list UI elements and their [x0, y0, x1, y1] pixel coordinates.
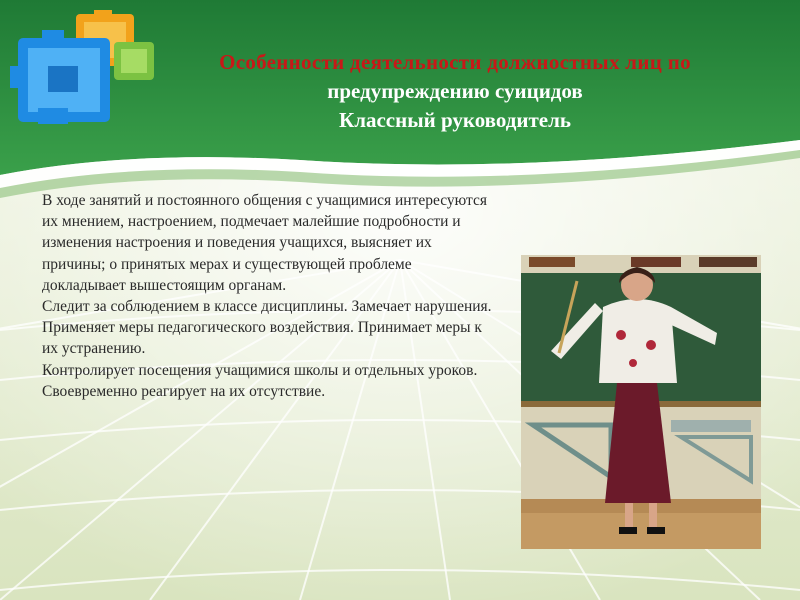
puzzle-cubes-logo-icon [8, 8, 158, 128]
green-cube-icon [114, 42, 154, 80]
paragraph-2: Следит за соблюдением в классе дисциплины. Замечает нарушения. Применяет меры педагогического воздействия. Принимает меры к их устранению. [42, 298, 492, 358]
paragraph-3: Контролирует посещения учащимися школы и отдельных уроков. Своевременно реагирует на их отсутствие. [42, 361, 478, 400]
title-line-2: предупреждению суицидов [327, 79, 583, 103]
slide-title [150, 48, 760, 135]
teacher-photo [521, 255, 761, 549]
blue-cube-icon [10, 30, 110, 124]
body-text [42, 190, 492, 402]
title-line-3: Классный руководитель [338, 108, 572, 132]
teacher-photo-icon [521, 255, 761, 549]
title-line-1: Особенности деятельности должностных лиц по [219, 50, 691, 74]
paragraph-1: В ходе занятий и постоянного общения с учащимися интересуются их мнением, настроением, подмечает малейшие подробности и изменения настроения и поведения учащихся, выясняет их причины; о принятых мерах и существующей проблеме докладывает вышестоящим органам. [42, 192, 488, 294]
